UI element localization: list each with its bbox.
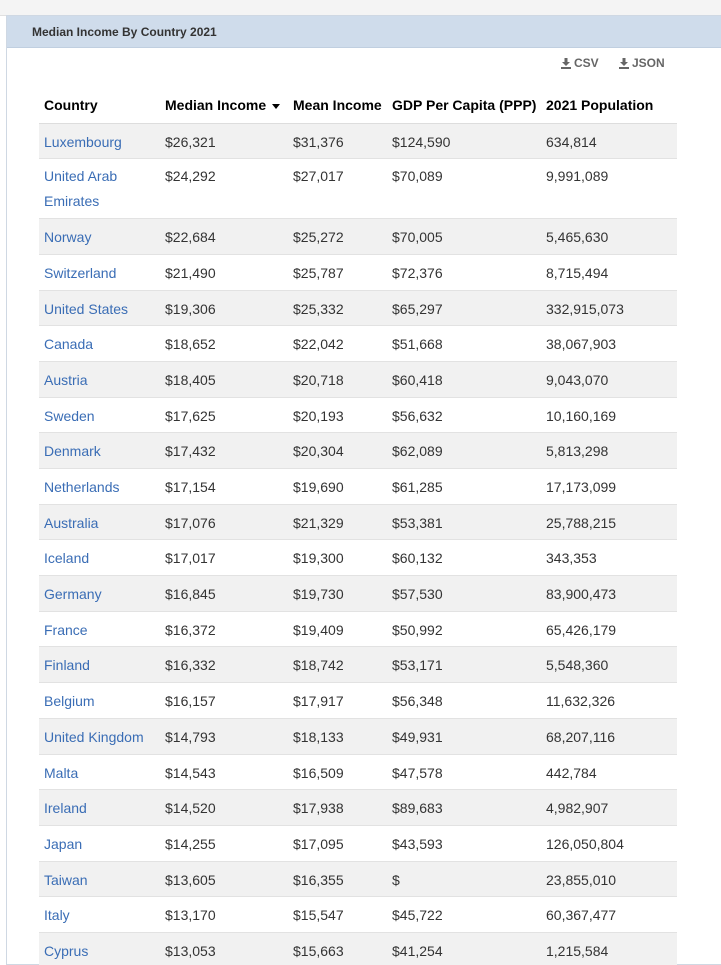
value-cell: $21,329 [288,504,387,540]
value-cell: $21,490 [160,254,288,290]
table-row [39,718,677,754]
country-cell [39,576,160,612]
table-row [39,123,677,159]
country-cell [39,683,160,719]
value-cell: $13,053 [160,932,288,965]
value-cell: $17,076 [160,504,288,540]
value-cell: 126,050,804 [541,825,677,861]
column-header-gdp-per-capita[interactable]: GDP Per Capita (PPP) [387,88,541,123]
table-row [39,326,677,362]
table-row [39,504,677,540]
value-cell: $14,255 [160,825,288,861]
value-cell: 1,215,584 [541,932,677,965]
value-cell: $41,254 [387,932,541,965]
country-cell [39,219,160,255]
value-cell: 5,465,630 [541,219,677,255]
value-cell: $26,321 [160,123,288,159]
table-row [39,754,677,790]
value-cell: $27,017 [288,159,387,219]
value-cell: $25,787 [288,254,387,290]
value-cell: $43,593 [387,825,541,861]
country-link[interactable]: Taiwan [44,871,88,888]
value-cell: $53,381 [387,504,541,540]
value-cell: $17,154 [160,469,288,505]
table-row [39,897,677,933]
country-cell [39,932,160,965]
table-row [39,611,677,647]
country-cell [39,254,160,290]
table-row [39,159,677,219]
country-cell [39,361,160,397]
value-cell: $14,543 [160,754,288,790]
table-row [39,683,677,719]
value-cell: $24,292 [160,159,288,219]
value-cell: 17,173,099 [541,469,677,505]
value-cell: $61,285 [387,469,541,505]
value-cell: $53,171 [387,647,541,683]
country-link[interactable]: United Kingdom [44,728,144,745]
value-cell: $22,684 [160,219,288,255]
value-cell: $13,605 [160,861,288,897]
country-link[interactable]: Cyprus [44,942,89,959]
table-row [39,397,677,433]
country-cell [39,790,160,826]
export-json-button[interactable] [619,56,665,70]
country-link[interactable]: Australia [44,514,99,531]
table-row [39,540,677,576]
value-cell: $72,376 [387,254,541,290]
value-cell: $20,193 [288,397,387,433]
value-cell: $ [387,861,541,897]
table-row [39,254,677,290]
value-cell: 8,715,494 [541,254,677,290]
country-cell [39,897,160,933]
value-cell: $47,578 [387,754,541,790]
country-link[interactable]: Ireland [44,800,87,817]
export-csv-label: CSV [574,56,599,70]
sort-desc-icon [272,104,280,109]
table-row [39,433,677,469]
table-body [39,123,677,965]
country-link[interactable]: Denmark [44,443,101,460]
download-icon [619,58,629,69]
country-cell [39,123,160,159]
column-header-population[interactable]: 2021 Population [541,88,677,123]
value-cell: $16,157 [160,683,288,719]
value-cell: $16,372 [160,611,288,647]
column-header-country[interactable]: Country [39,88,160,123]
value-cell: $45,722 [387,897,541,933]
export-csv-button[interactable] [561,56,599,70]
value-cell: $17,095 [288,825,387,861]
top-strip [0,0,721,16]
value-cell: $14,520 [160,790,288,826]
value-cell: $15,663 [288,932,387,965]
country-cell [39,397,160,433]
value-cell: 442,784 [541,754,677,790]
table-row [39,647,677,683]
value-cell: 9,043,070 [541,361,677,397]
value-cell: $56,348 [387,683,541,719]
country-link[interactable]: France [44,621,88,638]
country-cell [39,825,160,861]
country-link[interactable]: United States [44,300,129,317]
value-cell: $16,509 [288,754,387,790]
value-cell: 332,915,073 [541,290,677,326]
value-cell: $18,652 [160,326,288,362]
value-cell: 10,160,169 [541,397,677,433]
value-cell: $124,590 [387,123,541,159]
table-row [39,932,677,965]
export-json-label: JSON [632,56,665,70]
value-cell: 5,813,298 [541,433,677,469]
value-cell: $56,632 [387,397,541,433]
value-cell: $17,017 [160,540,288,576]
value-cell: $25,272 [288,219,387,255]
country-cell [39,861,160,897]
value-cell: $31,376 [288,123,387,159]
value-cell: $18,133 [288,718,387,754]
value-cell: $16,845 [160,576,288,612]
value-cell: $16,332 [160,647,288,683]
value-cell: 343,353 [541,540,677,576]
table-row [39,861,677,897]
value-cell: $19,730 [288,576,387,612]
country-cell [39,159,160,219]
column-header-median-income[interactable]: Median Income [160,88,288,123]
country-link[interactable]: Sweden [44,407,95,424]
table-header-row [39,88,677,123]
value-cell: $19,690 [288,469,387,505]
country-link[interactable]: Finland [44,657,90,674]
value-cell: 68,207,116 [541,718,677,754]
value-cell: $17,917 [288,683,387,719]
value-cell: $17,938 [288,790,387,826]
country-link[interactable]: Norway [44,229,92,246]
value-cell: $62,089 [387,433,541,469]
value-cell: $19,300 [288,540,387,576]
value-cell: $49,931 [387,718,541,754]
value-cell: 60,367,477 [541,897,677,933]
income-table [39,88,677,965]
value-cell: $60,132 [387,540,541,576]
country-cell [39,504,160,540]
value-cell: $17,625 [160,397,288,433]
country-cell [39,326,160,362]
country-link[interactable]: Canada [44,336,94,353]
value-cell: $50,992 [387,611,541,647]
value-cell: $17,432 [160,433,288,469]
value-cell: $19,306 [160,290,288,326]
country-link[interactable]: Germany [44,586,102,603]
table-row [39,219,677,255]
value-cell: 65,426,179 [541,611,677,647]
value-cell: 634,814 [541,123,677,159]
country-cell [39,647,160,683]
value-cell: $20,718 [288,361,387,397]
value-cell: 83,900,473 [541,576,677,612]
value-cell: $60,418 [387,361,541,397]
country-link[interactable]: United Arab Emirates [44,168,118,210]
value-cell: 38,067,903 [541,326,677,362]
country-link[interactable]: Luxembourg [44,133,122,150]
table-row [39,361,677,397]
country-link[interactable]: Belgium [44,693,95,710]
value-cell: 23,855,010 [541,861,677,897]
table-row [39,576,677,612]
value-cell: $70,089 [387,159,541,219]
table-row [39,790,677,826]
value-cell: 25,788,215 [541,504,677,540]
value-cell: $57,530 [387,576,541,612]
panel-header [7,16,721,48]
value-cell: $65,297 [387,290,541,326]
value-cell: $14,793 [160,718,288,754]
value-cell: $18,742 [288,647,387,683]
value-cell: $25,332 [288,290,387,326]
country-cell [39,611,160,647]
value-cell: $89,683 [387,790,541,826]
value-cell: $19,409 [288,611,387,647]
table-row [39,290,677,326]
value-cell: $20,304 [288,433,387,469]
table-row [39,469,677,505]
value-cell: $22,042 [288,326,387,362]
value-cell: $13,170 [160,897,288,933]
value-cell: $51,668 [387,326,541,362]
value-cell: 5,548,360 [541,647,677,683]
value-cell: $15,547 [288,897,387,933]
country-link[interactable]: Austria [44,371,88,388]
country-cell [39,469,160,505]
country-cell [39,433,160,469]
table-row [39,825,677,861]
value-cell: 9,991,089 [541,159,677,219]
country-link[interactable]: Japan [44,835,83,852]
country-link[interactable]: Netherlands [44,479,120,495]
column-header-mean-income[interactable]: Mean Income [288,88,387,123]
country-cell [39,290,160,326]
value-cell: 4,982,907 [541,790,677,826]
value-cell: $70,005 [387,219,541,255]
country-link[interactable]: Italy [44,907,70,924]
country-link[interactable]: Iceland [44,550,90,567]
country-link[interactable]: Switzerland [44,264,117,281]
country-link[interactable]: Malta [44,764,79,781]
value-cell: $16,355 [288,861,387,897]
country-cell [39,754,160,790]
panel-title: Median Income By Country 2021 [32,24,217,39]
value-cell: $18,405 [160,361,288,397]
download-icon [561,58,571,69]
country-cell [39,718,160,754]
value-cell: 11,632,326 [541,683,677,719]
country-cell [39,540,160,576]
